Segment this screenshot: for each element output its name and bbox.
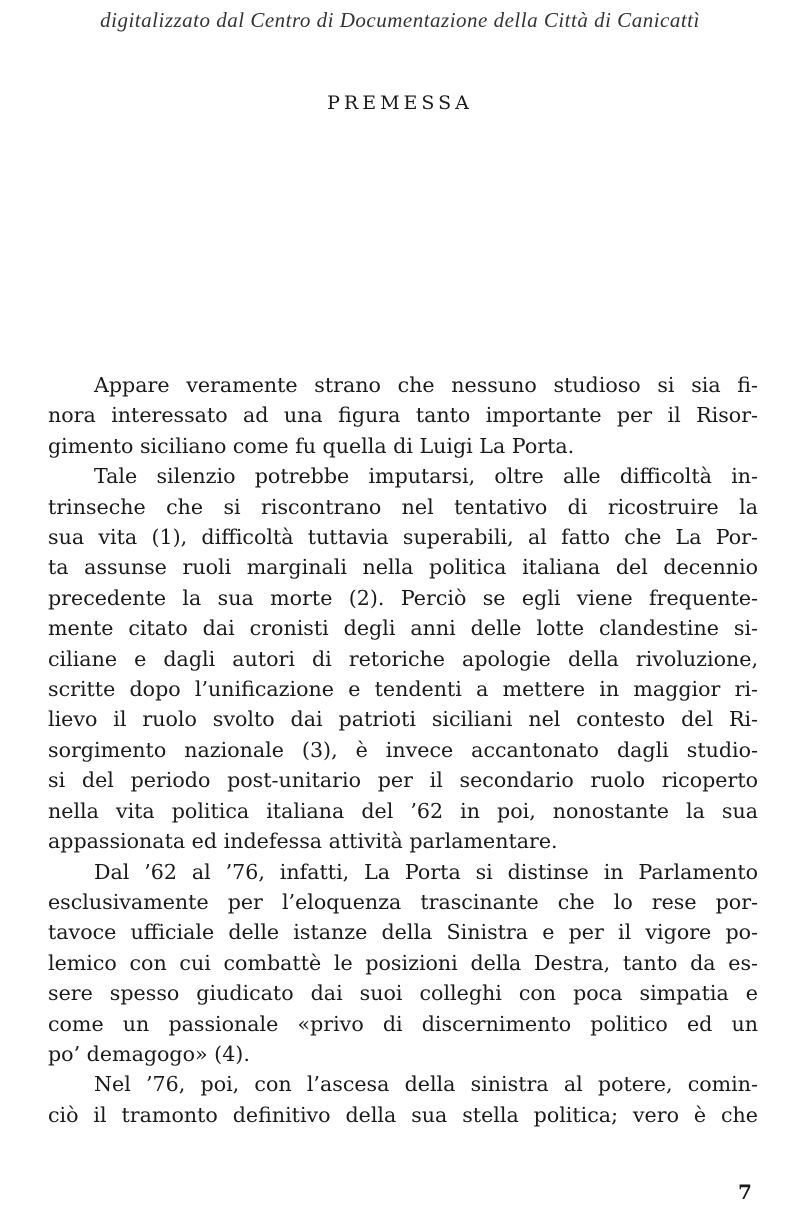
text-line: Appare veramente strano che nessuno studioso si sia fi-: [94, 373, 758, 397]
paragraph: [48, 857, 758, 1070]
text-line: ciliane e dagli autori di retoriche apologie della rivoluzione,: [48, 646, 758, 671]
text-line: trinseche che si riscontrano nel tentativo di ricostruire la: [48, 494, 758, 519]
text-line: nella vita politica italiana del ’62 in poi, nonostante la sua: [48, 798, 758, 823]
text-line: lemico con cui combattè le posizioni della Destra, tanto da es-: [48, 950, 758, 975]
paragraph: [48, 1069, 758, 1130]
paragraph: [48, 370, 758, 461]
text-line: scritte dopo l’unificazione e tendenti a mettere in maggior ri-: [48, 677, 758, 702]
text-line: Nel ’76, poi, con l’ascesa della sinistra al potere, comin-: [94, 1072, 758, 1097]
text-line: gimento siciliano come fu quella di Luigi La Porta.: [48, 433, 575, 458]
text-line: tavoce ufficiale delle istanze della Sinistra e per il vigore po-: [48, 920, 758, 945]
text-line: appassionata ed indefessa attività parlamentare.: [48, 829, 558, 854]
text-line: mente citato dai cronisti degli anni delle lotte clandestine si-: [48, 616, 758, 641]
text-line: come un passionale «privo di discernimento politico ed un: [48, 1011, 758, 1036]
paragraph: [48, 461, 758, 856]
text-line: sua vita (1), difficoltà tuttavia superabili, al fatto che La Por-: [48, 525, 758, 550]
text-line: sere spesso giudicato dai suoi colleghi con poca simpatia e: [48, 981, 758, 1006]
text-line: nora interessato ad una figura tanto importante per il Risor-: [48, 403, 758, 428]
text-line: esclusivamente per l’eloquenza trascinante che lo rese por-: [48, 889, 758, 914]
text-line: ciò il tramonto definitivo della sua stella politica; vero è che: [48, 1102, 758, 1127]
text-line: precedente la sua morte (2). Perciò se egli viene frequente-: [48, 585, 758, 610]
text-line: po’ demagogo» (4).: [48, 1041, 250, 1066]
text-line: lievo il ruolo svolto dai patrioti siciliani nel contesto del Ri-: [48, 707, 758, 732]
text-line: sorgimento nazionale (3), è invece accantonato dagli studio-: [48, 737, 758, 762]
text-line: Dal ’62 al ’76, infatti, La Porta si distinse in Parlamento: [94, 859, 758, 884]
text-line: si del periodo post-unitario per il secondario ruolo ricoperto: [48, 768, 758, 793]
digitization-watermark: digitalizzato dal Centro di Documentazione della Città di Canicattì: [100, 8, 700, 32]
page-title: PREMESSA: [327, 92, 473, 114]
text-line: Tale silenzio potrebbe imputarsi, oltre alle difficoltà in-: [94, 464, 758, 489]
body-text: [48, 370, 758, 1130]
text-line: ta assunse ruoli marginali nella politica italiana del decennio: [48, 555, 758, 580]
page-number: 7: [738, 1180, 752, 1204]
